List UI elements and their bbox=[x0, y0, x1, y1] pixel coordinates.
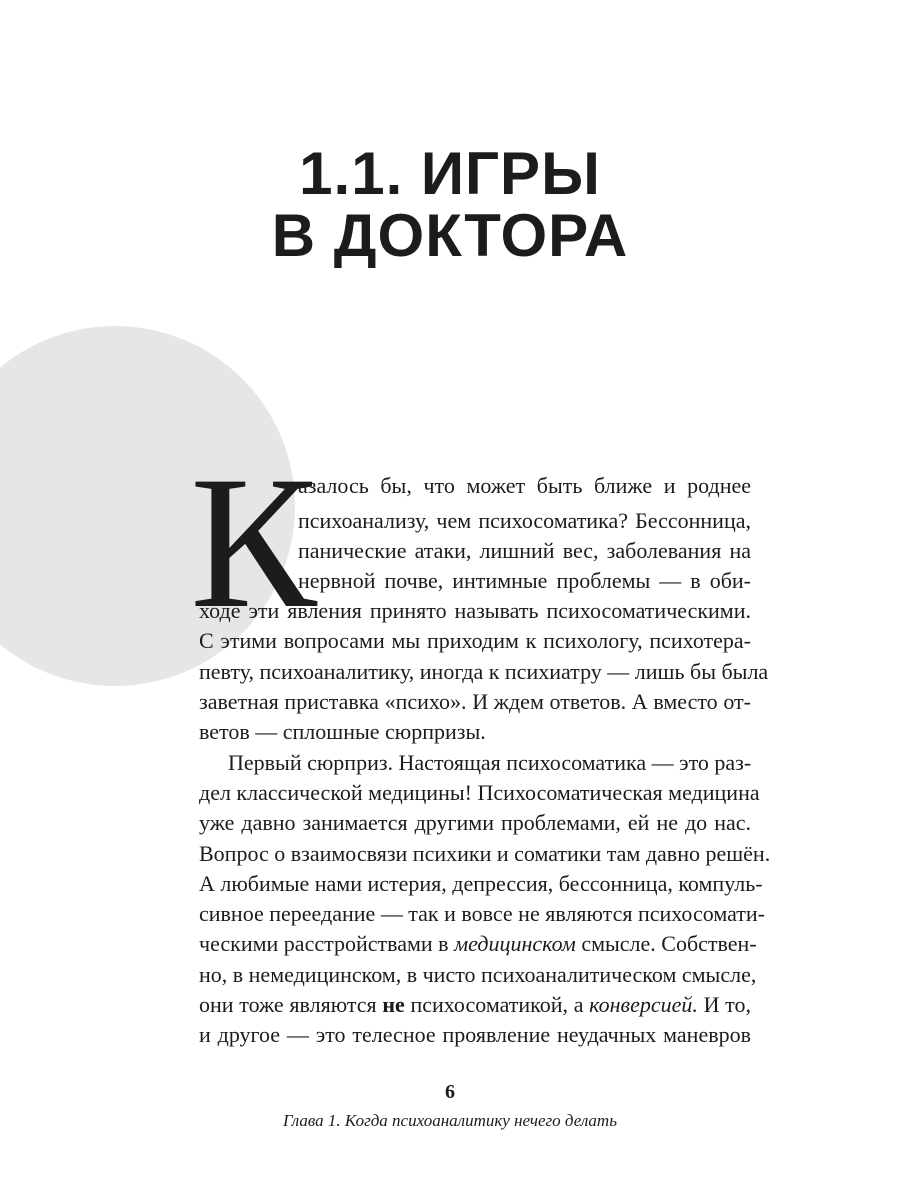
text-run: они тоже являются bbox=[199, 992, 383, 1017]
text-line: А любимые нами истерия, депрессия, бессонница, компуль- bbox=[199, 871, 763, 896]
text-line bbox=[199, 991, 751, 1019]
chapter-title bbox=[0, 140, 900, 269]
text-line: азалось бы, что может быть ближе и роднее bbox=[298, 473, 751, 498]
emphasized-word: медицинском bbox=[454, 931, 576, 956]
text-line: но, в немедицинском, в чисто психоаналитическом смысле, bbox=[199, 962, 757, 987]
text-run: психосоматикой, а bbox=[404, 992, 590, 1017]
text-run: И то, bbox=[697, 992, 751, 1017]
text-run: смысле. Собствен- bbox=[575, 931, 757, 956]
text-line: ветов — сплошные сюрпризы. bbox=[199, 719, 486, 744]
text-line: нервной почве, интимные проблемы — в оби- bbox=[298, 568, 751, 593]
text-line: ходе эти явления принято называть психосоматическими. bbox=[199, 598, 751, 623]
text-line bbox=[199, 930, 757, 958]
text-line: заветная приставка «психо». И ждем ответов. А вместо от- bbox=[199, 689, 751, 714]
text-line: и другое — это телесное проявление неудачных маневров bbox=[199, 1022, 751, 1047]
drop-cap: К bbox=[190, 438, 317, 648]
chapter-title-line-1: 1.1. ИГРЫ bbox=[299, 140, 601, 207]
text-line: панические атаки, лишний вес, заболевания на bbox=[298, 538, 751, 563]
running-footer: Глава 1. Когда психоаналитику нечего делать bbox=[283, 1111, 617, 1130]
text-line: уже давно занимается другими проблемами, ей не до нас. bbox=[199, 810, 751, 835]
text-line: певту, психоаналитику, иногда к психиатру — лишь бы была bbox=[199, 659, 769, 684]
bold-word: не bbox=[382, 992, 405, 1017]
text-line: сивное переедание — так и вовсе не являются психосомати- bbox=[199, 901, 765, 926]
text-line: Вопрос о взаимосвязи психики и соматики там давно решён. bbox=[199, 841, 771, 866]
page-number: 6 bbox=[445, 1081, 455, 1103]
text-line: Первый сюрприз. Настоящая психосоматика — это раз- bbox=[228, 750, 752, 775]
text-run: ческими расстройствами в bbox=[199, 931, 455, 956]
text-line: дел классической медицины! Психосоматическая медицина bbox=[199, 780, 760, 805]
chapter-title-line-2: В ДОКТОРА bbox=[271, 202, 629, 269]
text-line: С этими вопросами мы приходим к психологу, психотера- bbox=[199, 628, 751, 653]
text-line: психоанализу, чем психосоматика? Бессонница, bbox=[298, 508, 751, 533]
emphasized-word: конверсией. bbox=[589, 992, 698, 1017]
